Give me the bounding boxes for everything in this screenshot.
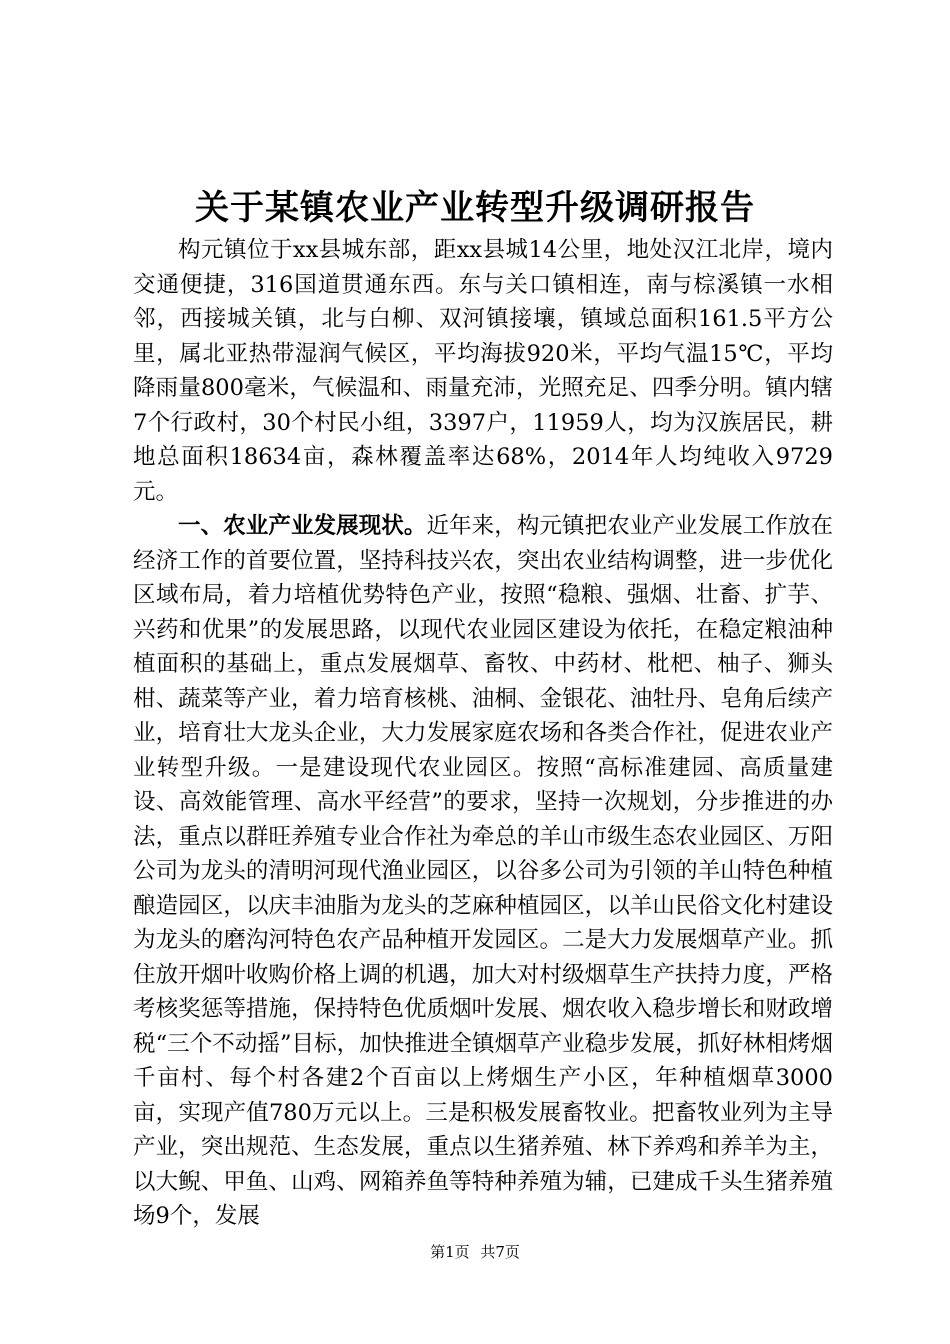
paragraph-intro [133, 233, 833, 509]
page-total: 共7页 [480, 1243, 520, 1261]
page-footer [0, 1242, 950, 1262]
document-title: 关于某镇农业产业转型升级调研报告 [195, 188, 755, 228]
document-body [133, 233, 833, 1234]
section-heading: 一、农业产业发展现状。 [178, 513, 427, 539]
paragraph-section-1-text: 近年来，构元镇把农业产业发展工作放在经济工作的首要位置，坚持科技兴农，突出农业结构调整，进一步优化区域布局，着力培植优势特色产业，按照“稳粮、强烟、壮畜、扩芋、兴药和优果”的发展思路，以现代农业园区建设为依托，在稳定粮油种植面积的基础上，重点发展烟草、畜牧、中药材、枇杷、柚子、狮头柑、蔬菜等产业，着力培育核桃、油桐、金银花、油牡丹、皂角后续产业，培育壮大龙头企业，大力发展家庭农场和各类合作社，促进农业产业转型升级。一是建设现代农业园区。按照“高标准建园、高质量建设、高效能管理、高水平经营”的要求，坚持一次规划，分步推进的办法，重点以群旺养殖专业合作社为牵总的羊山市级生态农业园区、万阳公司为龙头的清明河现代渔业园区，以谷多公司为引领的羊山特色种植酿造园区，以庆丰油脂为龙头的芝麻种植园区，以羊山民俗文化村建设为龙头的磨沟河特色农产品种植开发园区。二是大力发展烟草产业。抓住放开烟叶收购价格上调的机遇，加大对村级烟草生产扶持力度，严格考核奖惩等措施，保持特色优质烟叶发展、烟农收入稳步增长和财政增税“三个不动摇”目标，加快推进全镇烟草产业稳步发展，抓好林相烤烟千亩村、每个村各建2个百亩以上烤烟生产小区，年种植烟草3000亩，实现产值780万元以上。三是积极发展畜牧业。把畜牧业列为主导产业，突出规范、生态发展，重点以生猪养殖、林下养鸡和养羊为主，以大鲵、甲鱼、山鸡、网箱养鱼等特种养殖为辅，已建成千头生猪养殖场9个，发展 [133, 513, 833, 1229]
page-number: 第1页 [430, 1243, 470, 1261]
paragraph-intro-text: 构元镇位于xx县城东部，距xx县城14公里，地处汉江北岸，境内交通便捷，316国道贯通东西。东与关口镇相连，南与棕溪镇一水相邻，西接城关镇，北与白柳、双河镇接壤，镇域总面积161.5平方公里，属北亚热带湿润气候区，平均海拔920米，平均气温15℃，平均降雨量800毫米，气候温和、雨量充沛，光照充足、四季分明。镇内辖7个行政村，30个村民小组，3397户，11959人，均为汉族居民，耕地总面积18634亩，森林覆盖率达68%，2014年人均纯收入9729元。 [133, 237, 833, 505]
paragraph-section-1 [133, 509, 833, 1234]
